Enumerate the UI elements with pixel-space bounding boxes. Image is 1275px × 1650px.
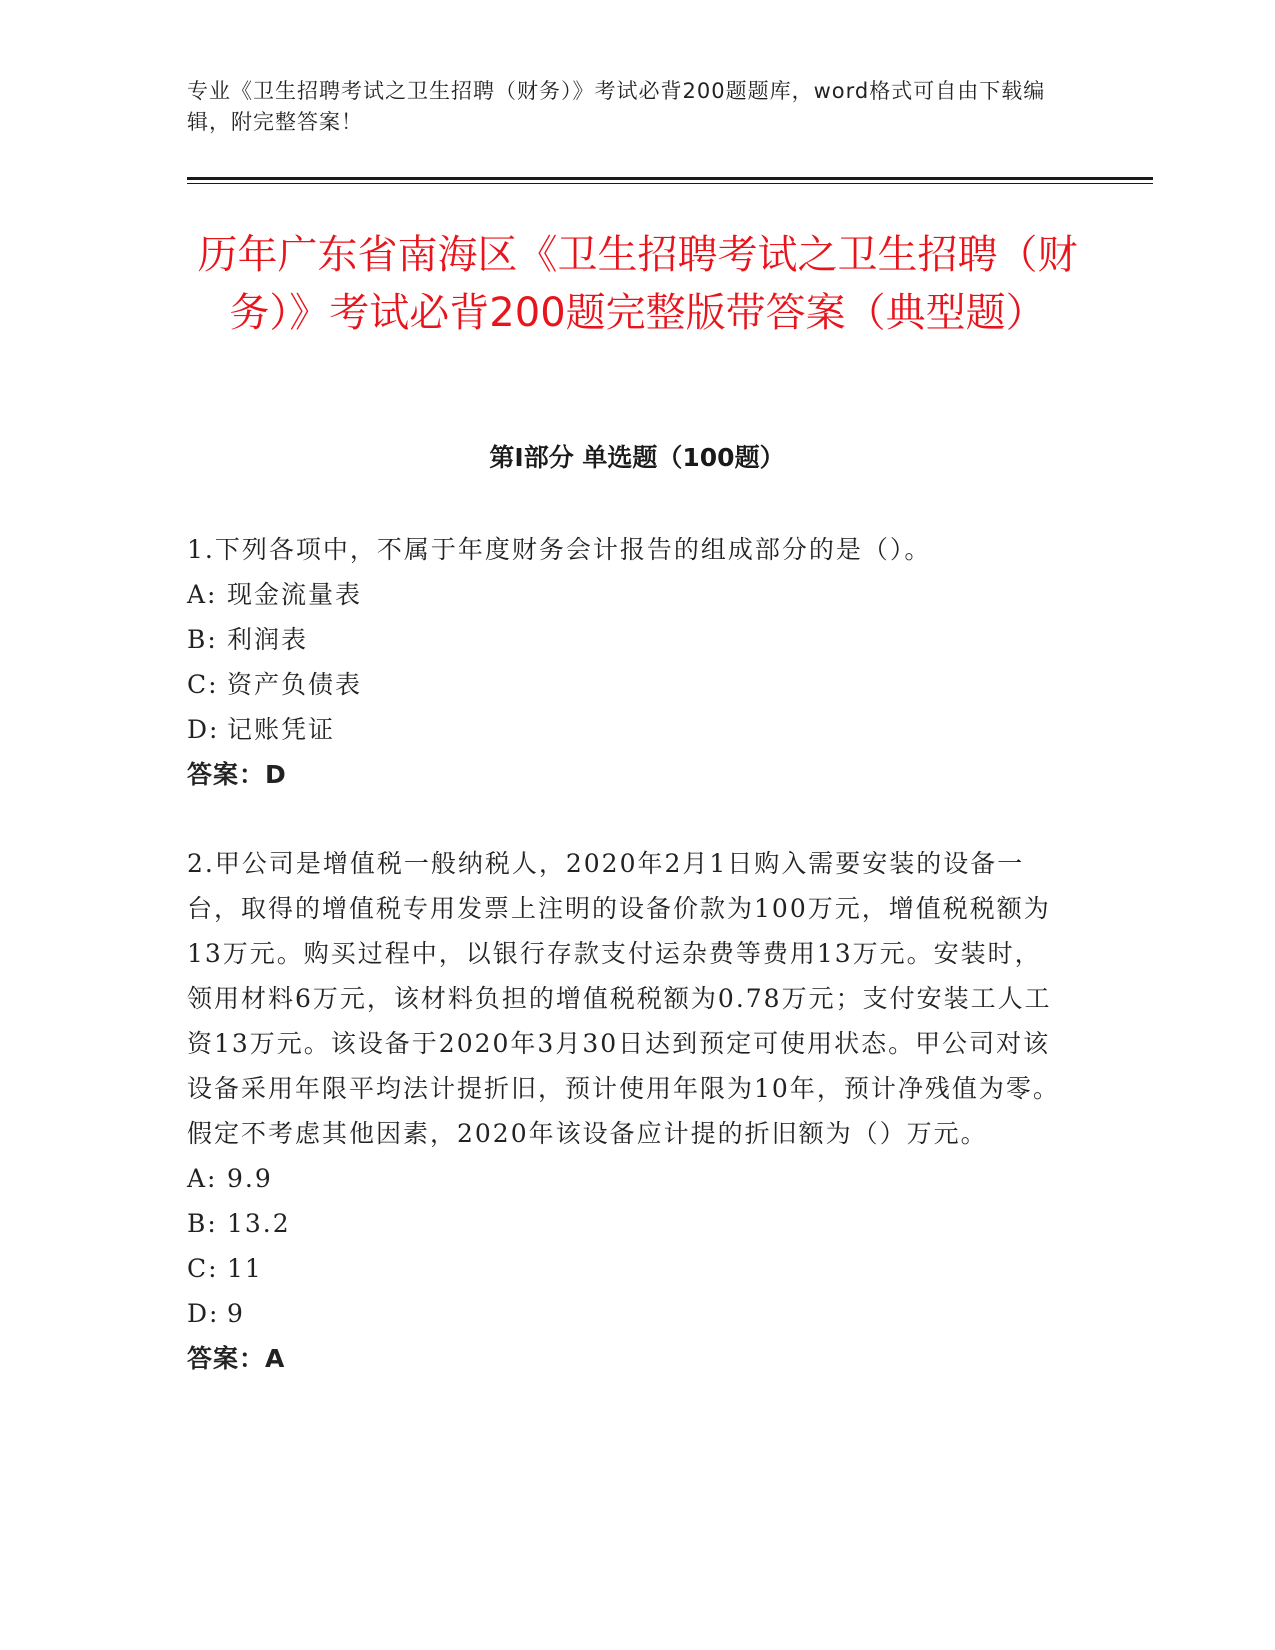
option-text: 11 <box>227 1254 263 1283</box>
document-title: 历年广东省南海区《卫生招聘考试之卫生招聘（财务）》考试必背200题完整版带答案（典型题） <box>197 232 1078 336</box>
option-letter: A: <box>187 580 218 609</box>
option-text: 利润表 <box>227 625 309 654</box>
option-letter: D: <box>187 715 220 744</box>
option-text: 记账凭证 <box>227 715 336 744</box>
option-letter: A: <box>187 1164 218 1193</box>
option-letter: D: <box>187 1299 220 1328</box>
option-letter: B: <box>187 625 218 654</box>
answer-line: 答案：D <box>187 760 287 789</box>
option-c <box>187 1246 1067 1291</box>
option-text: 现金流量表 <box>227 580 363 609</box>
option-d <box>187 1291 1067 1336</box>
question-stem: 2.甲公司是增值税一般纳税人，2020年2月1日购入需要安装的设备一台，取得的增值税专用发票上注明的设备价款为100万元，增值税税额为13万元。购买过程中，以银行存款支付运杂费等费用13万元。安装时，领用材料6万元，该材料负担的增值税税额为0.78万元；支付安装工人工资13万元。该设备于2020年3月30日达到预定可使用状态。甲公司对该设备采用年限平均法计提折旧，预计使用年限为10年，预计净残值为零。假定不考虑其他因素，2020年该设备应计提的折旧额为（）万元。 <box>187 849 1060 1148</box>
option-letter: C: <box>187 670 219 699</box>
option-letter: C: <box>187 1254 219 1283</box>
option-a <box>187 1156 1067 1201</box>
section-title: 第Ⅰ部分 单选题（100题） <box>489 443 785 472</box>
option-a <box>187 572 1067 617</box>
option-b <box>187 617 1067 662</box>
question-2 <box>187 841 1067 1381</box>
option-text: 资产负债表 <box>227 670 363 699</box>
option-text: 9 <box>227 1299 245 1328</box>
option-letter: B: <box>187 1209 218 1238</box>
question-stem: 1.下列各项中，不属于年度财务会计报告的组成部分的是（）。 <box>187 535 932 564</box>
header-rule-thin <box>187 183 1153 184</box>
header-note: 专业《卫生招聘考试之卫生招聘（财务）》考试必背200题题库，word格式可自由下载编辑，附完整答案！ <box>187 79 1046 134</box>
header-rule-thick <box>187 177 1153 180</box>
option-d <box>187 707 1067 752</box>
option-text: 13.2 <box>227 1209 291 1238</box>
option-b <box>187 1201 1067 1246</box>
option-c <box>187 662 1067 707</box>
answer-line: 答案：A <box>187 1344 286 1373</box>
option-text: 9.9 <box>227 1164 273 1193</box>
question-1 <box>187 527 1067 797</box>
